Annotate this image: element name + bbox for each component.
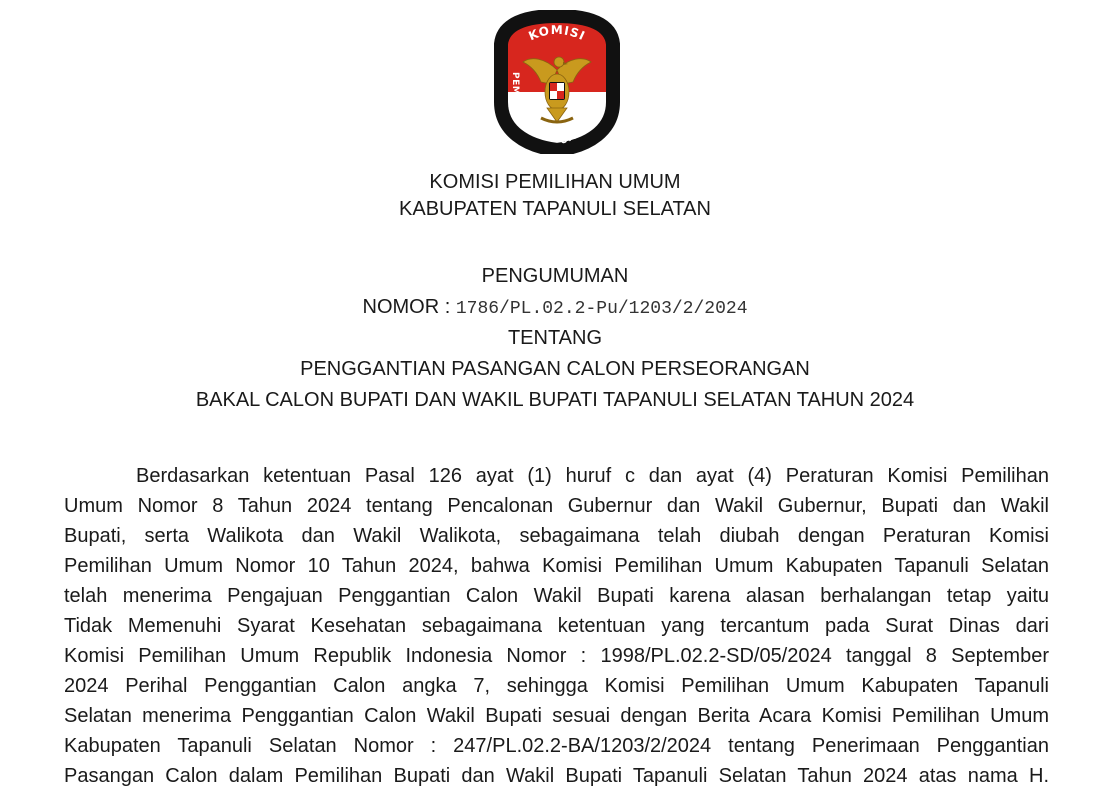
body-line: Selatan menerima Penggantian Calon Wakil Bupati sesuai dengan Berita Acara Komisi Pemilihan Umum [64,705,1049,727]
svg-text:UMUM: UMUM [559,122,594,147]
body-line: Kabupaten Tapanuli Selatan Nomor : 247/PL.02.2-BA/1203/2/2024 tentang Penerimaan Penggantian [64,735,1049,757]
logo-top-text: KOMISI [526,22,588,44]
announcement-title: PENGUMUMAN [481,265,629,287]
number-label: NOMOR : [362,296,451,318]
body-line: Komisi Pemilihan Umum Republik Indonesia Nomor : 1998/PL.02.2-SD/05/2024 tanggal 8 September [64,645,1049,667]
svg-text:PEMILIHAN: PEMILIHAN [509,72,531,132]
announcement-about: TENTANG [507,327,603,349]
body-line: telah menerima Pengajuan Penggantian Calon Wakil Bupati karena alasan berhalangan tetap yaitu [64,585,1049,607]
institution-line-2: KABUPATEN TAPANULI SELATAN [399,198,711,220]
subject-line-2: BAKAL CALON BUPATI DAN WAKIL BUPATI TAPANULI SELATAN TAHUN 2024 [195,389,915,411]
body-line: Tidak Memenuhi Syarat Kesehatan sebagaimana ketentuan yang tercantum pada Surat Dinas dari [64,615,1049,637]
announcement-number [0,294,1110,322]
number-value: 1786/PL.02.2-Pu/1203/2/2024 [455,299,748,319]
institution-line-1: KOMISI PEMILIHAN UMUM [429,171,681,193]
subject-line-1: PENGGANTIAN PASANGAN CALON PERSEORANGAN [300,358,810,380]
body-line: Bupati, serta Walikota dan Wakil Walikota, sebagaimana telah diubah dengan Peraturan Komisi [64,525,1049,547]
kpu-logo [493,10,621,154]
body-line: 2024 Perihal Penggantian Calon angka 7, sehingga Komisi Pemilihan Umum Kabupaten Tapanuli [64,675,1049,697]
body-line: Berdasarkan ketentuan Pasal 126 ayat (1) huruf c dan ayat (4) Peraturan Komisi Pemilihan [136,465,1049,487]
body-line: Pemilihan Umum Nomor 10 Tahun 2024, bahwa Komisi Pemilihan Umum Kabupaten Tapanuli Selatan [64,555,1049,577]
body-line: Umum Nomor 8 Tahun 2024 tentang Pencalonan Gubernur dan Wakil Gubernur, Bupati dan Wakil [64,495,1049,517]
body-paragraph [64,461,1049,791]
body-line: Pasangan Calon dalam Pemilihan Bupati dan Wakil Bupati Tapanuli Selatan Tahun 2024 atas nama H. [64,765,1049,787]
